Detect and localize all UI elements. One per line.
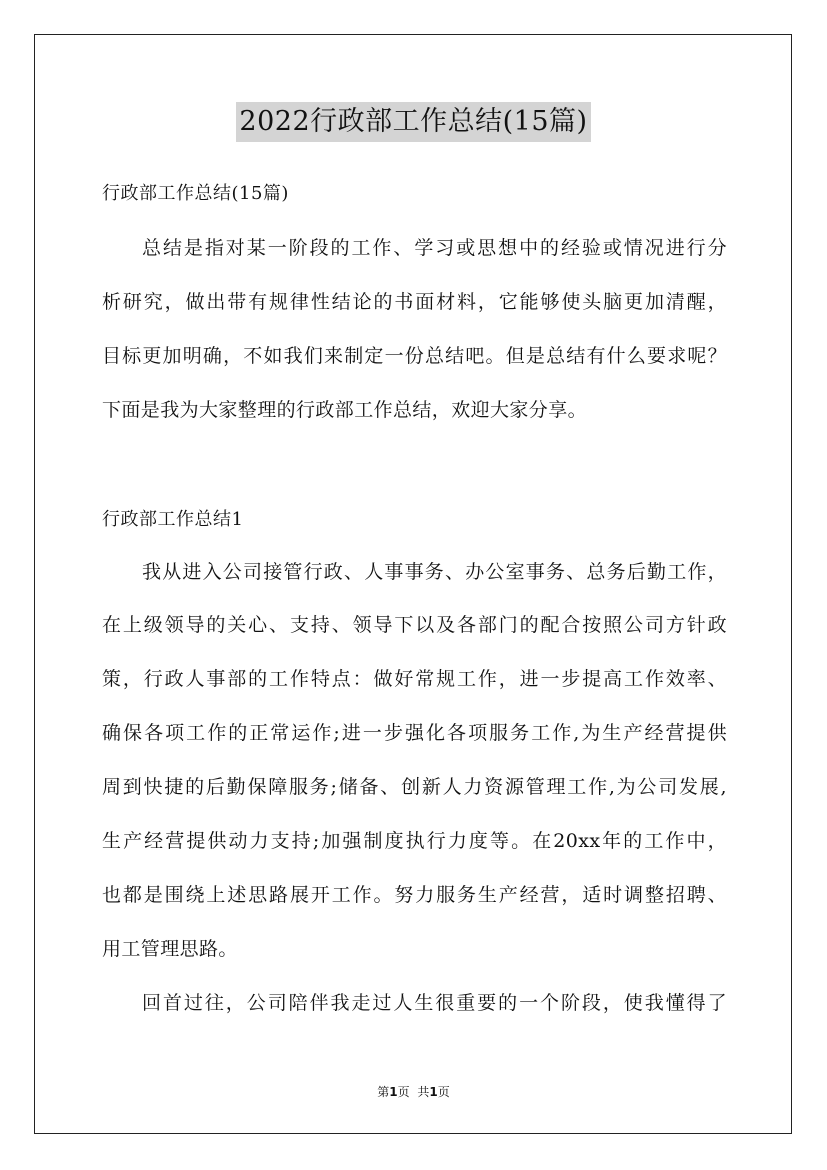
section1-line-2: 在上级领导的关心、支持、领导下以及各部门的配合按照公司方针政 <box>102 614 727 636</box>
footer-page-post: 页 <box>397 1085 410 1099</box>
intro-line-3: 目标更加明确，不如我们来制定一份总结吧。但是总结有什么要求呢？ <box>102 345 727 367</box>
section1-line-3: 策，行政人事部的工作特点：做好常规工作，进一步提高工作效率、 <box>102 668 727 690</box>
footer-total-post: 页 <box>437 1085 450 1099</box>
footer-total-number: 1 <box>429 1085 438 1099</box>
footer-page-pre: 第 <box>377 1085 390 1099</box>
intro-line-1: 总结是指对某一阶段的工作、学习或思想中的经验或情况进行分 <box>142 237 727 259</box>
document-subtitle: 行政部工作总结(15篇) <box>102 183 289 204</box>
intro-line-4: 下面是我为大家整理的行政部工作总结，欢迎大家分享。 <box>102 399 588 421</box>
section-heading-1: 行政部工作总结1 <box>102 509 244 530</box>
footer-page-number: 1 <box>389 1085 398 1099</box>
document-title <box>0 102 827 145</box>
section1-line-4: 确保各项工作的正常运作;进一步强化各项服务工作,为生产经营提供 <box>102 722 727 744</box>
section1-para2-line-1: 回首过往，公司陪伴我走过人生很重要的一个阶段，使我懂得了 <box>142 992 727 1014</box>
footer-total-pre: 共 <box>417 1085 430 1099</box>
page-footer <box>0 1083 827 1101</box>
section1-line-1: 我从进入公司接管行政、人事事务、办公室事务、总务后勤工作， <box>142 561 727 583</box>
intro-line-2: 析研究，做出带有规律性结论的书面材料，它能够使头脑更加清醒， <box>102 291 727 313</box>
section1-line-5: 周到快捷的后勤保障服务;储备、创新人力资源管理工作,为公司发展, <box>102 776 727 798</box>
document-title-text: 2022行政部工作总结(15篇) <box>236 102 590 142</box>
section1-line-8: 用工管理思路。 <box>102 938 238 960</box>
section1-line-6: 生产经营提供动力支持;加强制度执行力度等。在20xx年的工作中， <box>102 830 727 852</box>
section1-line-7: 也都是围绕上述思路展开工作。努力服务生产经营，适时调整招聘、 <box>102 884 727 906</box>
